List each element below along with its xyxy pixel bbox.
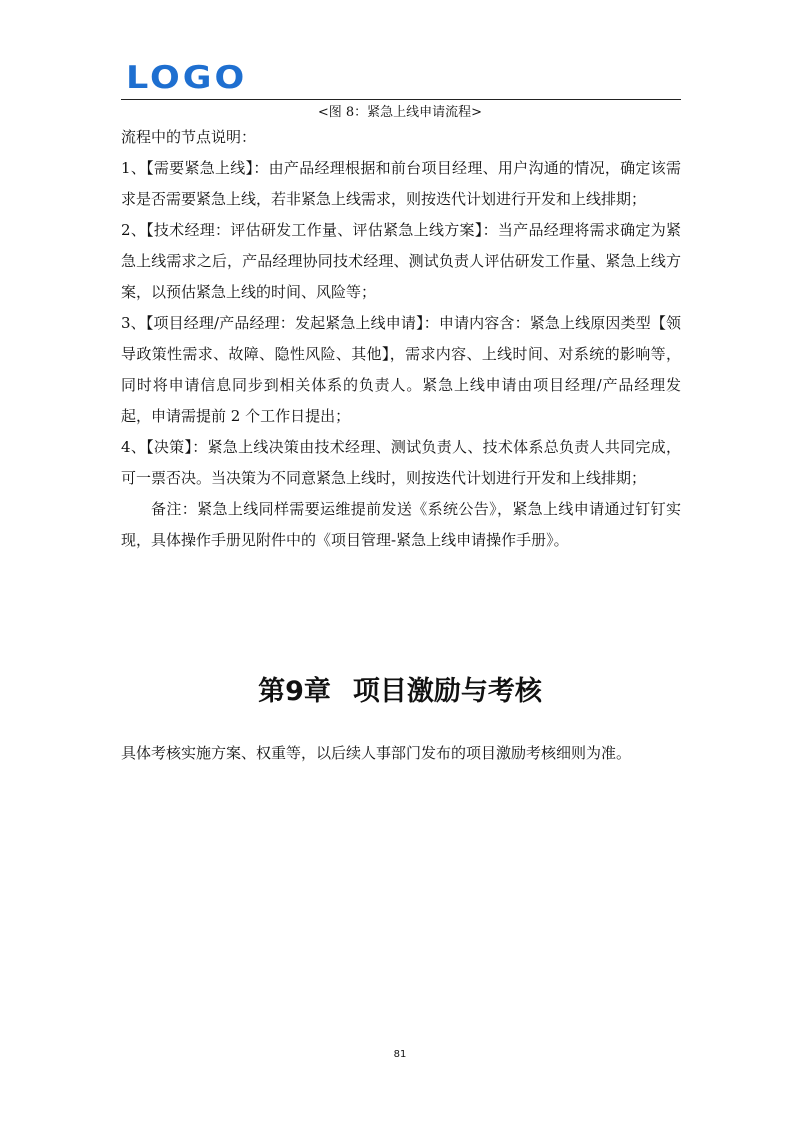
chapter-title: 项目激励与考核 xyxy=(352,676,542,707)
section-body xyxy=(121,122,681,556)
intro-paragraph: 流程中的节点说明： xyxy=(121,128,257,146)
list-item: 1、【需要紧急上线】：由产品经理根据和前台项目经理、用户沟通的情况，确定该需求是否需要紧急上线，若非紧急上线需求，则按迭代计划进行开发和上线排期； xyxy=(121,159,681,208)
chapter-body: 具体考核实施方案、权重等，以后续人事部门发布的项目激励考核细则为准。 xyxy=(121,744,632,762)
logo: LOGO xyxy=(126,60,248,96)
header-divider xyxy=(121,99,681,100)
chapter-heading xyxy=(0,672,800,712)
chapter-number: 第9章 xyxy=(258,676,331,707)
note-paragraph: 备注：紧急上线同样需要运维提前发送《系统公告》，紧急上线申请通过钉钉实现，具体操作手册见附件中的《项目管理-紧急上线申请操作手册》。 xyxy=(121,500,681,549)
figure-caption: <图 8：紧急上线申请流程> xyxy=(317,105,483,120)
list-item: 4、【决策】：紧急上线决策由技术经理、测试负责人、技术体系总负责人共同完成，可一票否决。当决策为不同意紧急上线时，则按迭代计划进行开发和上线排期； xyxy=(121,438,681,487)
list-item: 2、【技术经理：评估研发工作量、评估紧急上线方案】：当产品经理将需求确定为紧急上线需求之后，产品经理协同技术经理、测试负责人评估研发工作量、紧急上线方案，以预估紧急上线的时间、风险等； xyxy=(121,221,681,301)
page-number: 81 xyxy=(393,1049,407,1060)
list-item: 3、【项目经理/产品经理：发起紧急上线申请】：申请内容含：紧急上线原因类型【领导政策性需求、故障、隐性风险、其他】，需求内容、上线时间、对系统的影响等，同时将申请信息同步到相关体系的负责人。紧急上线申请由项目经理/产品经理发起，申请需提前 2 个工作日提出； xyxy=(121,314,681,425)
